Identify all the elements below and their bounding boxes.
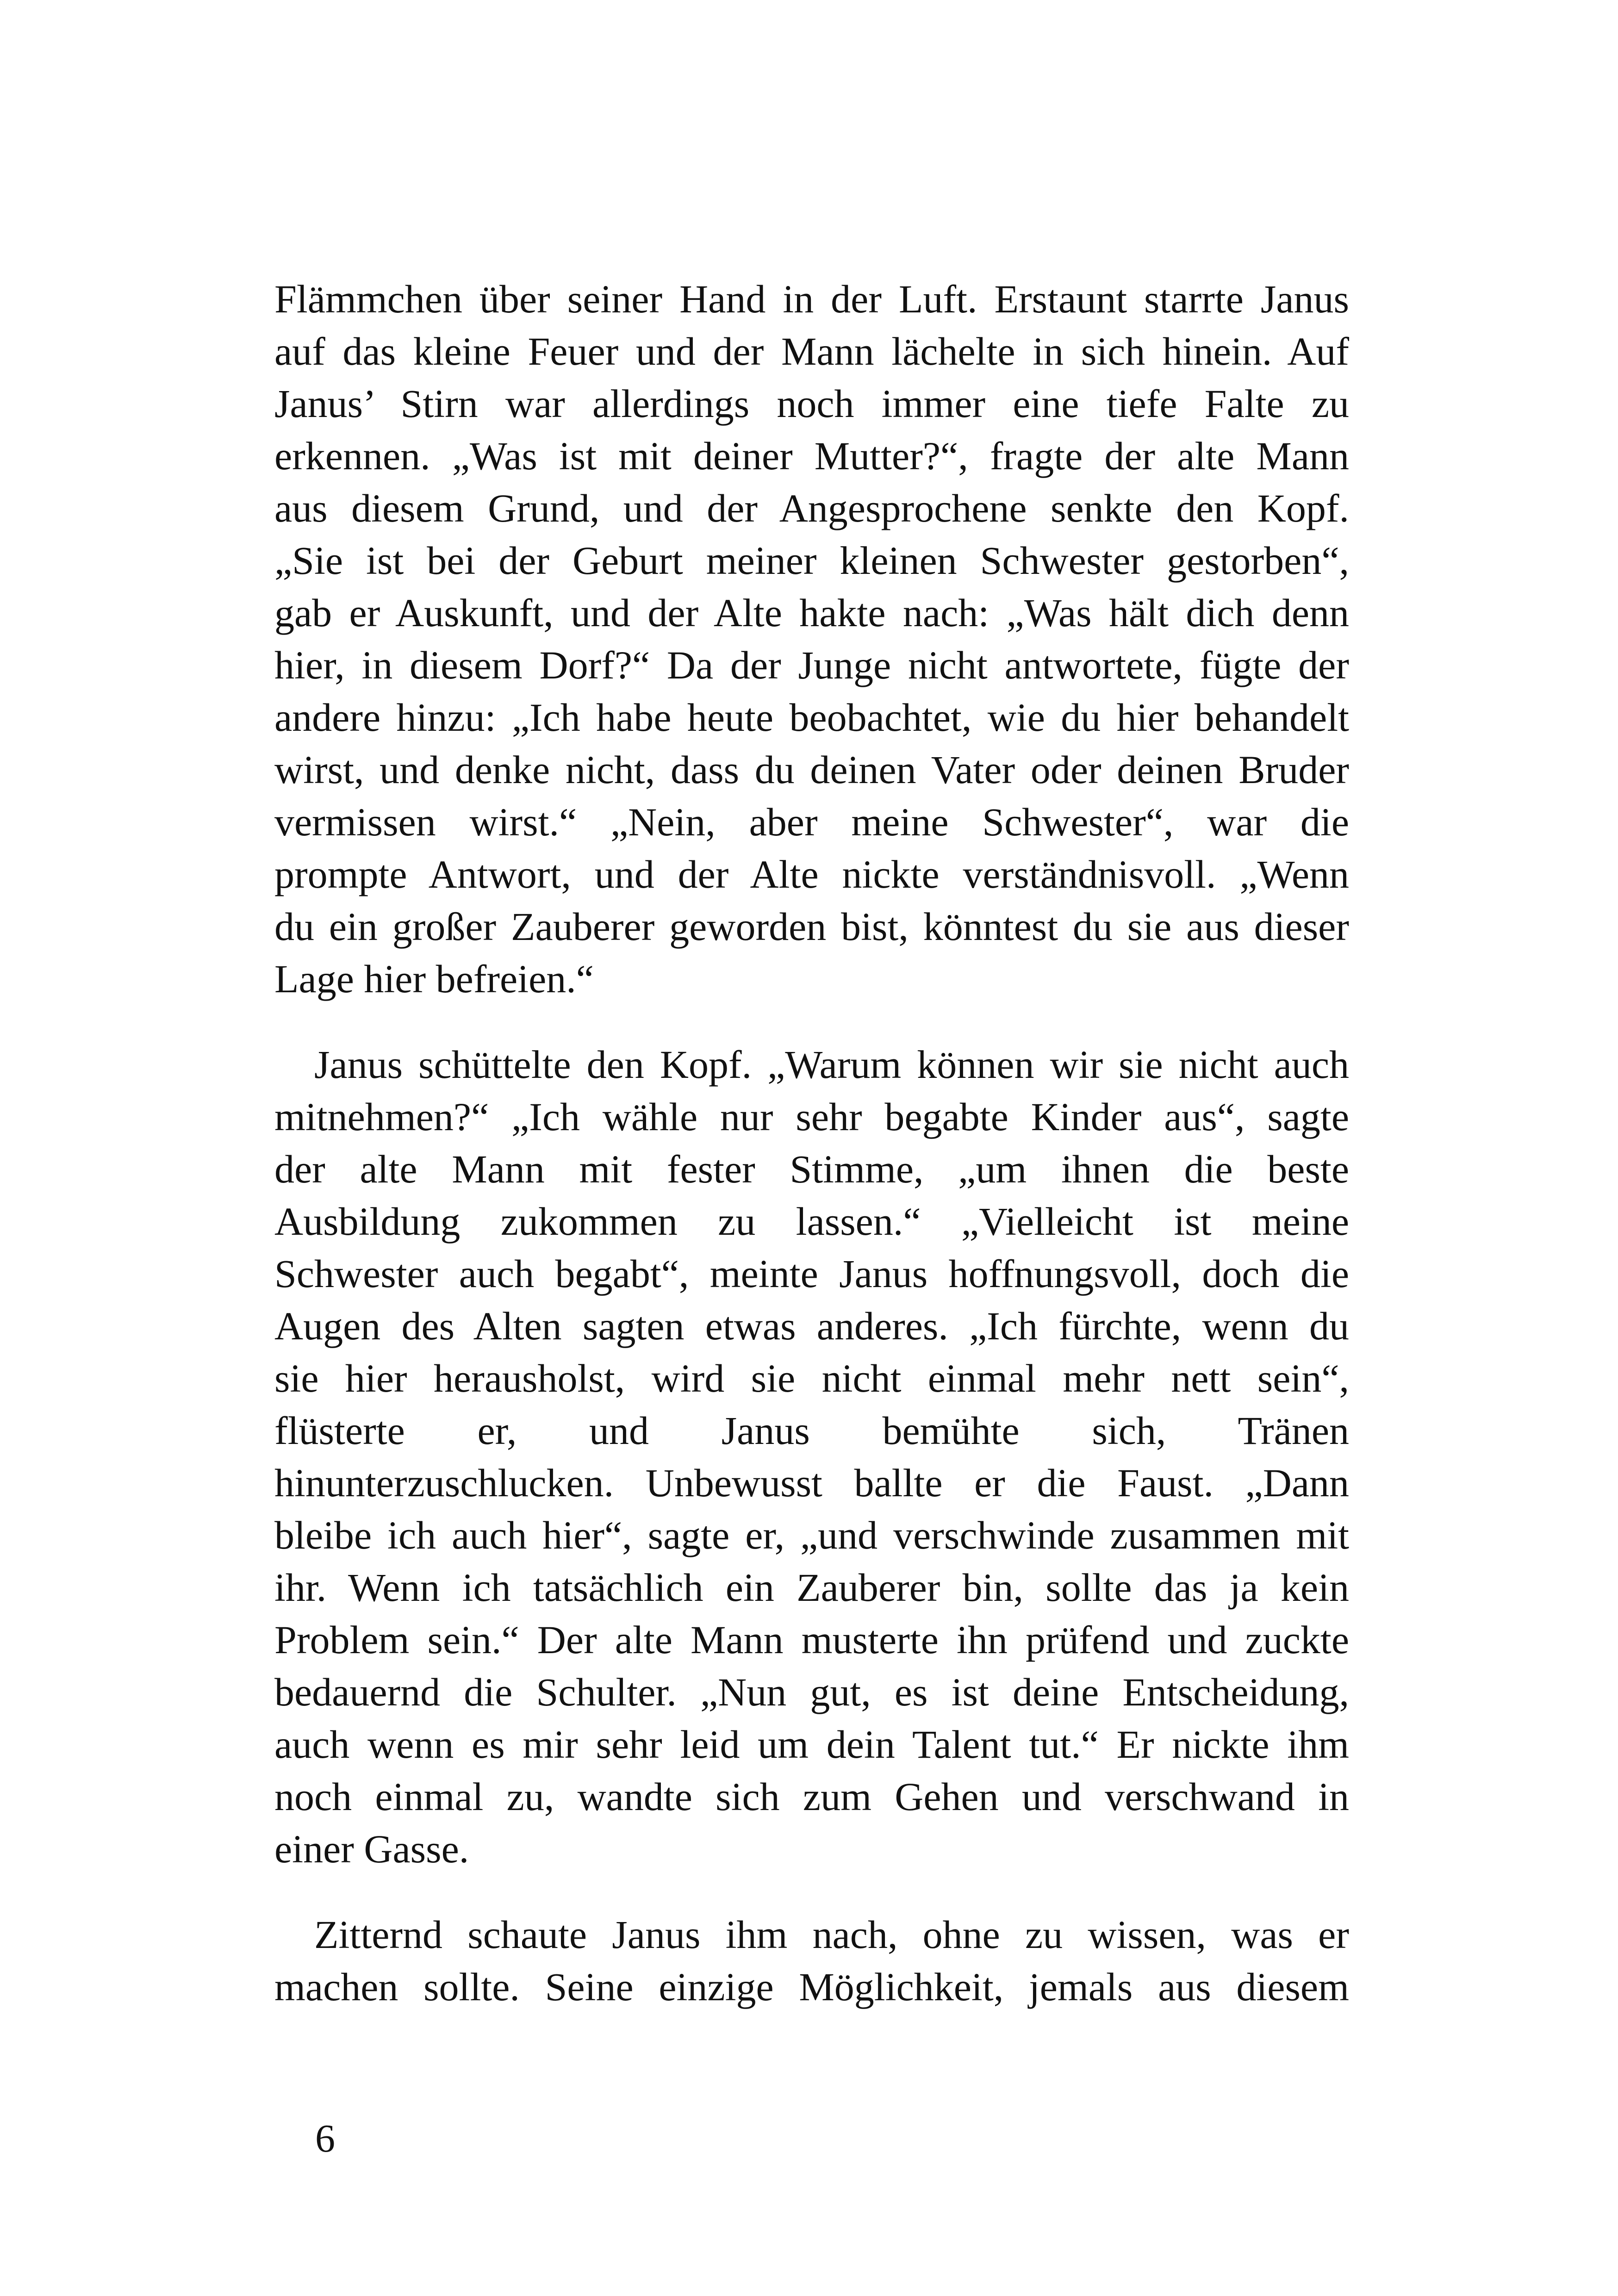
text-line: hier, in diesem Dorf?“ Da der Junge nicht antwortete, fügte der [274,643,1349,687]
text-line: „Sie ist bei der Geburt meiner kleinen Schwester gestorben“, [274,538,1349,583]
body-text [274,273,1349,2013]
text-line: mitnehmen?“ „Ich wähle nur sehr begabte Kinder aus“, sagte [274,1095,1349,1139]
text-line: bedauernd die Schulter. „Nun gut, es ist deine Entscheidung, [274,1670,1349,1714]
text-line: prompte Antwort, und der Alte nickte verständnisvoll. „Wenn [274,852,1349,896]
text-line: Problem sein.“ Der alte Mann musterte ihn prüfend und zuckte [274,1618,1349,1662]
text-line: Schwester auch begabt“, meinte Janus hoffnungsvoll, doch die [274,1251,1349,1296]
text-line: hinunterzuschlucken. Unbewusst ballte er die Faust. „Dann [274,1461,1349,1505]
text-line: gab er Auskunft, und der Alte hakte nach: „Was hält dich denn [274,591,1349,635]
text-line: Janus’ Stirn war allerdings noch immer eine tiefe Falte zu [274,381,1349,426]
text-line: Lage hier befreien.“ [274,957,594,1001]
text-line: flüsterte er, und Janus bemühte sich, Tränen [274,1408,1349,1453]
text-line: erkennen. „Was ist mit deiner Mutter?“, fragte der alte Mann [274,434,1349,478]
paragraph [274,1039,1349,1875]
page-number: 6 [315,2116,335,2160]
text-line: noch einmal zu, wandte sich zum Gehen und verschwand in [274,1774,1349,1819]
text-line: andere hinzu: „Ich habe heute beobachtet, wie du hier behandelt [274,695,1349,740]
text-line: ihr. Wenn ich tatsächlich ein Zauberer bin, sollte das ja kein [274,1565,1349,1610]
text-line: Janus schüttelte den Kopf. „Warum können wir sie nicht auch [314,1042,1349,1087]
paragraph [274,273,1349,1005]
text-line: auch wenn es mir sehr leid um dein Talent tut.“ Er nickte ihm [274,1722,1349,1767]
text-line: aus diesem Grund, und der Angesprochene senkte den Kopf. [274,486,1349,530]
text-line: Augen des Alten sagten etwas anderes. „Ich fürchte, wenn du [274,1304,1349,1348]
text-line: du ein großer Zauberer geworden bist, könntest du sie aus dieser [274,904,1349,949]
text-line: der alte Mann mit fester Stimme, „um ihnen die beste [274,1147,1349,1191]
text-line: wirst, und denke nicht, dass du deinen Vater oder deinen Bruder [274,747,1349,792]
text-line: sie hier herausholst, wird sie nicht einmal mehr nett sein“, [274,1356,1349,1400]
text-line: vermissen wirst.“ „Nein, aber meine Schwester“, war die [274,800,1349,844]
text-line: bleibe ich auch hier“, sagte er, „und verschwinde zusammen mit [274,1513,1349,1557]
paragraph [274,1909,1349,2013]
text-line: auf das kleine Feuer und der Mann lächelte in sich hinein. Auf [274,329,1349,373]
text-line: Flämmchen über seiner Hand in der Luft. Erstaunt starrte Janus [274,277,1349,321]
text-line: Ausbildung zukommen zu lassen.“ „Vielleicht ist meine [274,1199,1349,1244]
text-line: Zitternd schaute Janus ihm nach, ohne zu wissen, was er [314,1912,1349,1957]
text-line: einer Gasse. [274,1827,469,1871]
text-line: machen sollte. Seine einzige Möglichkeit, jemals aus diesem [274,1965,1349,2009]
